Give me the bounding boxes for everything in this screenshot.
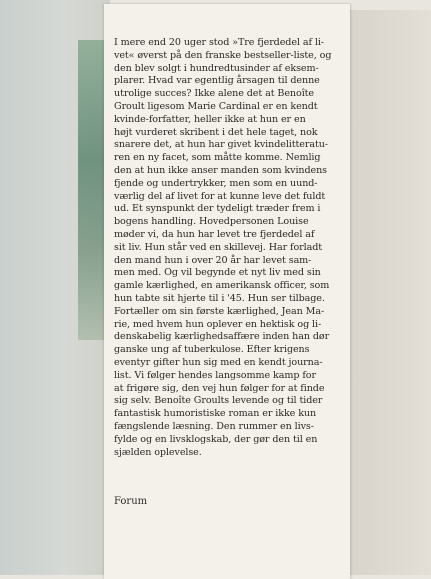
blurb-line: sjælden oplevelse. xyxy=(114,446,202,458)
blurb-line: men med. Og vil begynde et nyt liv med sin xyxy=(114,267,321,279)
blurb-line: utrolige succes? Ikke alene det at Benoîte xyxy=(114,88,314,100)
blurb-line: fantastisk humoristiske roman er ikke kun xyxy=(114,408,317,420)
blurb-line: værlig del af livet for at kunne leve det fuldt xyxy=(114,190,326,202)
blurb-line: fylde og en livsklogskab, der gør den til en xyxy=(114,433,318,445)
blurb-line: plarer. Hvad var egentlig årsagen til denne xyxy=(114,75,320,87)
blurb-line: bogens handling. Hovedpersonen Louise xyxy=(114,216,309,228)
blurb-line: rie, med hvem hun oplever en hektisk og li- xyxy=(114,318,322,330)
blurb-line: at frigøre sig, den vej hun følger for at finde xyxy=(114,382,325,394)
blurb-line: den blev solgt i hundredtusinder af eksem- xyxy=(114,62,319,74)
blurb-line: den mand hun i over 20 år har levet sam- xyxy=(114,254,312,266)
blurb-line: kvinde-forfatter, heller ikke at hun er en xyxy=(114,113,306,125)
blurb-line: højt vurderet skribent i det hele taget, nok xyxy=(114,126,318,138)
blurb-line: hun tabte sit hjerte til i '45. Hun ser tilbage. xyxy=(114,292,325,304)
blurb-text xyxy=(114,37,346,459)
blurb-line: sig selv. Benoîte Groults levende og til tider xyxy=(114,395,323,407)
background-right-page xyxy=(346,10,431,575)
blurb-line: sit liv. Hun står ved en skillevej. Har forladt xyxy=(114,241,323,253)
blurb-line: fængslende læsning. Den rummer en livs- xyxy=(114,420,314,432)
blurb-line: vet« øverst på den franske bestseller-liste, og xyxy=(114,49,332,61)
blurb-line: møder vi, da hun har levet tre fjerdedel af xyxy=(114,228,315,240)
blurb-line: fjende og undertrykker, men som en uund- xyxy=(114,177,318,189)
blurb-line: eventyr gifter hun sig med en kendt journa- xyxy=(114,356,323,368)
blurb-line: ud. Et synspunkt der tydeligt træder frem i xyxy=(114,203,321,215)
blurb-line: Fortæller om sin første kærlighed, Jean Ma- xyxy=(114,305,325,317)
blurb-line: ren en ny facet, som måtte komme. Nemlig xyxy=(114,152,321,164)
blurb-line: snarere det, at hun har givet kvindelitteratu- xyxy=(114,139,328,151)
blurb-line: den at hun ikke anser manden som kvindens xyxy=(114,164,328,176)
blurb-line: list. Vi følger hendes langsomme kamp for xyxy=(114,369,316,381)
blurb-line: denskabelig kærlighedsaffære inden han dør xyxy=(114,331,330,343)
blurb-line: gamle kærlighed, en amerikansk officer, som xyxy=(114,280,330,292)
blurb-line: Groult ligesom Marie Cardinal er en kendt xyxy=(114,100,318,112)
blurb-line: ganske ung af tuberkulose. Efter krigens xyxy=(114,344,310,356)
publisher-name: Forum xyxy=(114,496,148,507)
blurb-line: I mere end 20 uger stod »Tre fjerdedel af li- xyxy=(114,37,324,48)
